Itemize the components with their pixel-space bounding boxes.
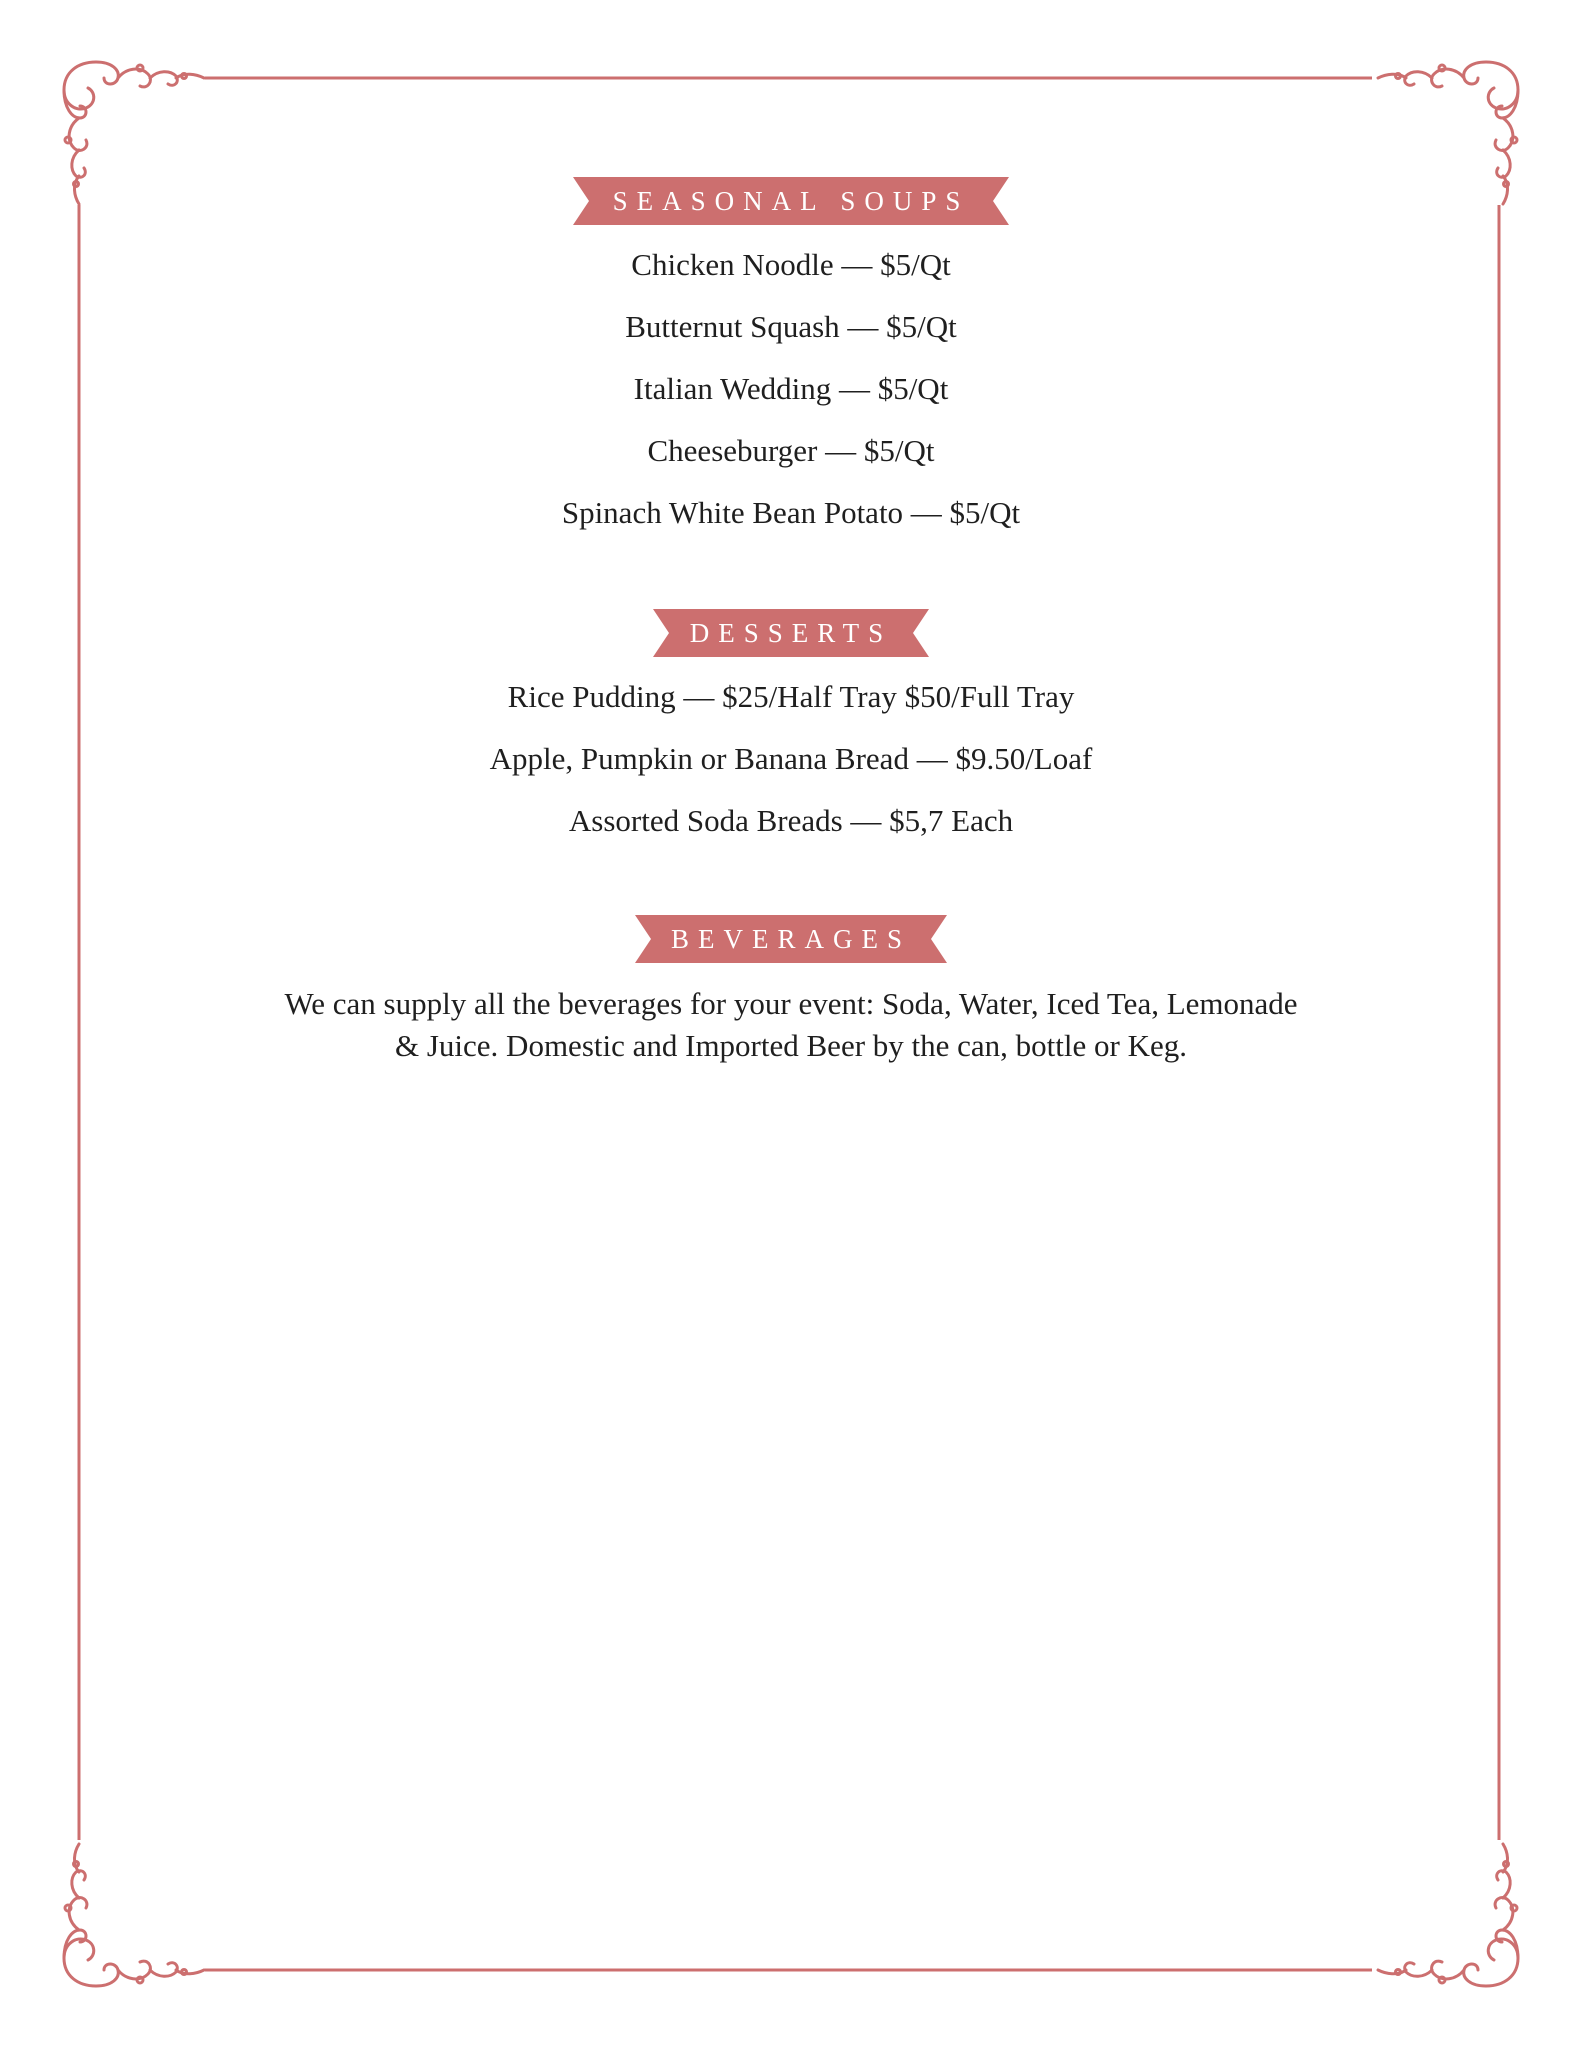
section-title: SEASONAL SOUPS [612,186,970,216]
paragraph-line: We can supply all the beverages for your event: Soda, Water, Iced Tea, Lemonade [284,986,1298,1021]
list-item: Assorted Soda Breads — $5,7 Each [568,803,1014,838]
list-item: Chicken Noodle — $5/Qt [631,247,951,282]
section-seasonal-soups [0,177,1582,555]
corner-ornament-bottom-right [1378,1844,1518,1986]
list-item: Cheeseburger — $5/Qt [647,433,935,468]
section-banner [635,915,947,963]
paragraph-line: & Juice. Domestic and Imported Beer by the can, bottle or Keg. [395,1028,1187,1063]
list-item: Butternut Squash — $5/Qt [625,309,957,344]
list-item: Italian Wedding — $5/Qt [633,371,949,406]
beverages-description [191,983,1391,1067]
section-title: BEVERAGES [670,924,911,954]
corner-ornament-bottom-left [64,1844,204,1986]
section-title: DESSERTS [689,618,893,648]
dessert-list [0,677,1582,841]
section-beverages [0,915,1582,1067]
soup-list [0,245,1582,533]
list-item: Rice Pudding — $25/Half Tray $50/Full Tray [507,679,1075,714]
section-banner [573,177,1009,225]
section-banner [653,609,929,657]
list-item: Spinach White Bean Potato — $5/Qt [561,495,1021,530]
section-desserts [0,609,1582,863]
list-item: Apple, Pumpkin or Banana Bread — $9.50/Loaf [489,741,1093,776]
